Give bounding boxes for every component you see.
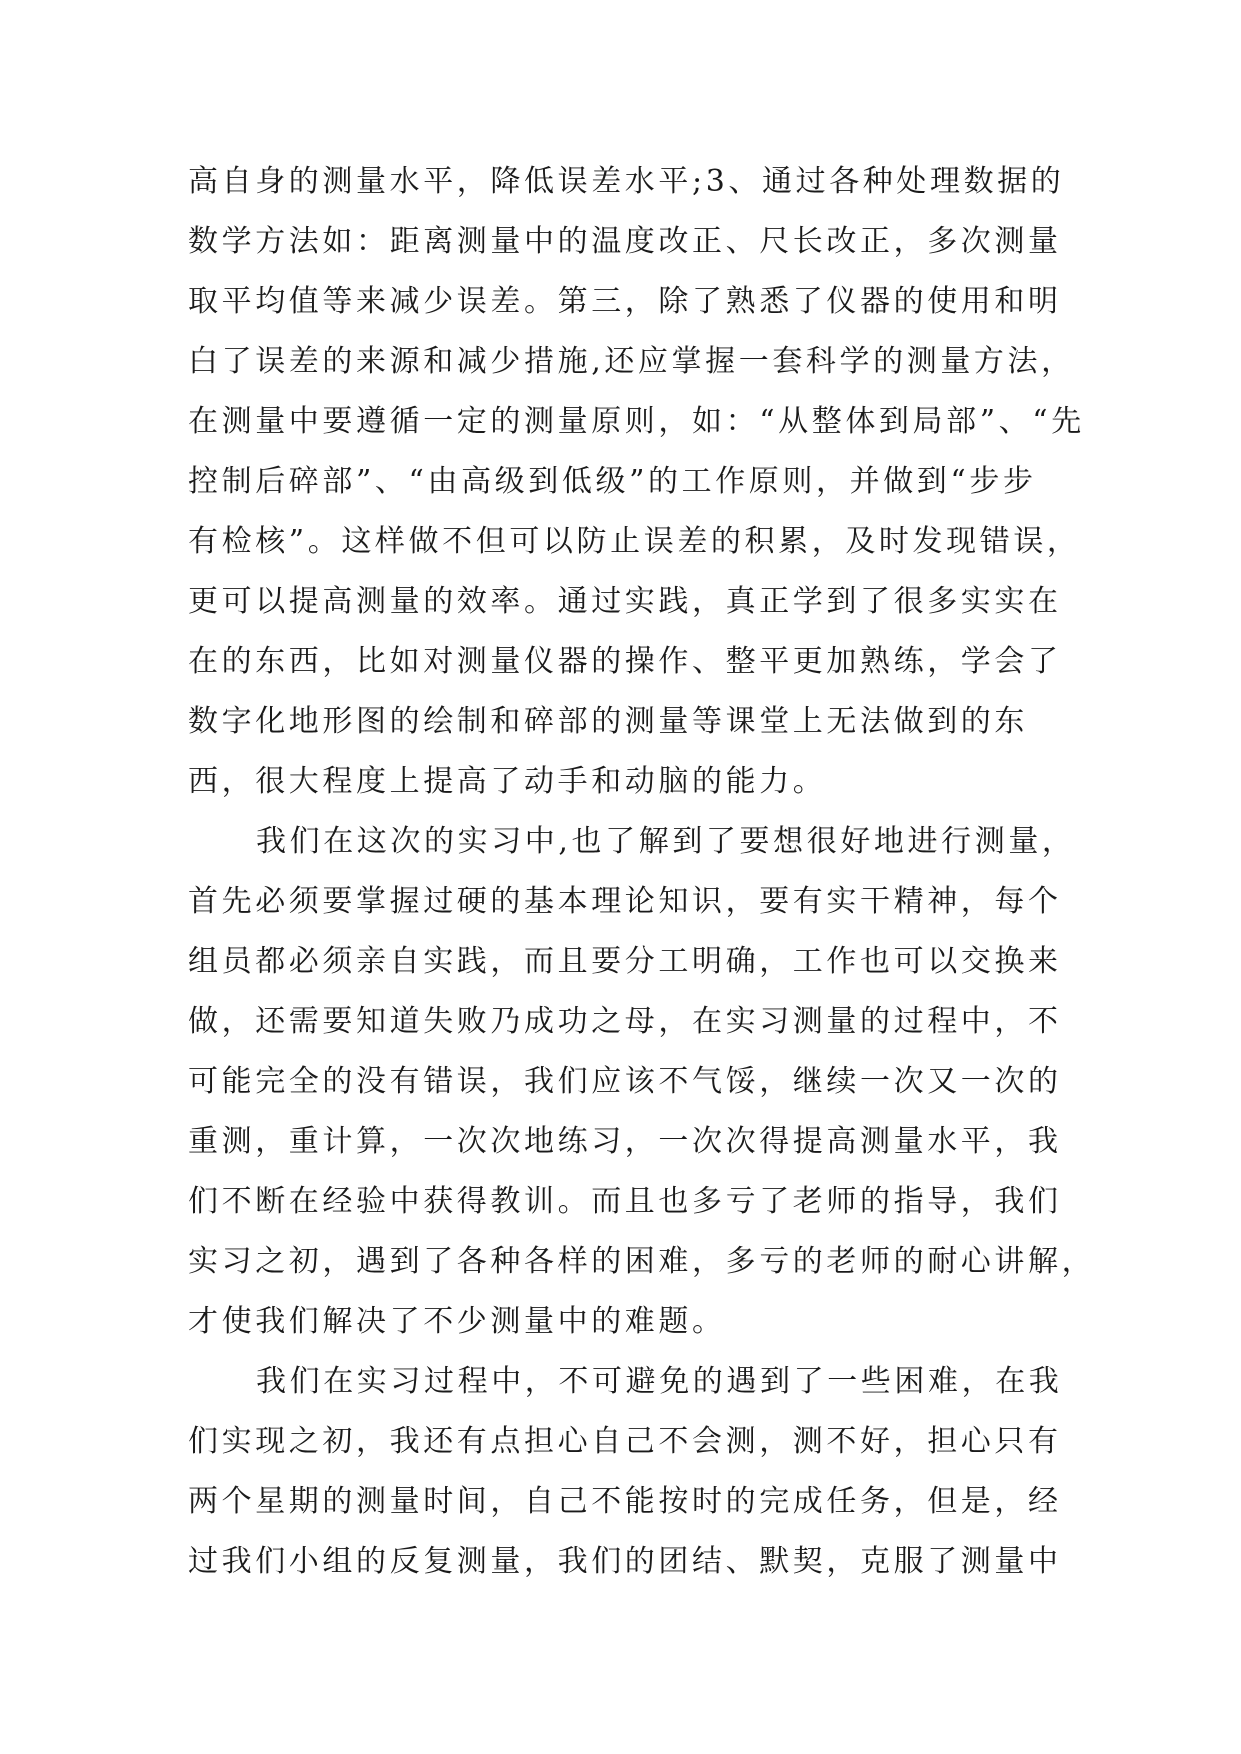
- text-line: 高自身的测量水平，降低误差水平;3、通过各种处理数据的: [188, 164, 1065, 199]
- text-line: 白了误差的来源和减少措施,还应掌握一套科学的测量方法，: [188, 344, 1075, 379]
- text-line: 更可以提高测量的效率。通过实践，真正学到了很多实实在: [188, 584, 1062, 619]
- text-line: 们不断在经验中获得教训。而且也多亏了老师的指导，我们: [188, 1184, 1062, 1219]
- text-line: 在的东西，比如对测量仪器的操作、整平更加熟练，学会了: [188, 644, 1062, 679]
- text-line: 才使我们解决了不少测量中的难题。: [188, 1304, 726, 1339]
- text-line: 在测量中要遵循一定的测量原则，如：“从整体到局部”、“先: [188, 404, 1085, 439]
- text-line: 控制后碎部”、“由高级到低级”的工作原则，并做到“步步: [188, 464, 1037, 499]
- text-line: 们实现之初，我还有点担心自己不会测，测不好，担心只有: [188, 1424, 1062, 1459]
- text-line: 实习之初，遇到了各种各样的困难，多亏的老师的耐心讲解，: [188, 1244, 1096, 1279]
- text-line: 过我们小组的反复测量，我们的团结、默契，克服了测量中: [188, 1544, 1062, 1579]
- text-line: 可能完全的没有错误，我们应该不气馁，继续一次又一次的: [188, 1064, 1062, 1099]
- text-line: 组员都必须亲自实践，而且要分工明确，工作也可以交换来: [188, 944, 1062, 979]
- text-line: 两个星期的测量时间，自己不能按时的完成任务，但是，经: [188, 1484, 1062, 1519]
- paragraph-start-line: 我们在这次的实习中,也了解到了要想很好地进行测量，: [256, 824, 1076, 859]
- text-line: 有检核”。这样做不但可以防止误差的积累，及时发现错误，: [188, 524, 1081, 559]
- body-text: [188, 152, 1096, 1592]
- text-line: 重测，重计算，一次次地练习，一次次得提高测量水平，我: [188, 1124, 1062, 1159]
- text-line: 数字化地形图的绘制和碎部的测量等课堂上无法做到的东: [188, 704, 1028, 739]
- text-line: 首先必须要掌握过硬的基本理论知识，要有实干精神，每个: [188, 884, 1062, 919]
- text-line: 数学方法如：距离测量中的温度改正、尺长改正，多次测量: [188, 224, 1062, 259]
- text-line: 取平均值等来减少误差。第三，除了熟悉了仪器的使用和明: [188, 284, 1062, 319]
- text-line: 做，还需要知道失败乃成功之母，在实习测量的过程中，不: [188, 1004, 1062, 1039]
- paragraph-start-line: 我们在实习过程中，不可避免的遇到了一些困难，在我: [256, 1364, 1063, 1399]
- text-line: 西，很大程度上提高了动手和动脑的能力。: [188, 764, 827, 799]
